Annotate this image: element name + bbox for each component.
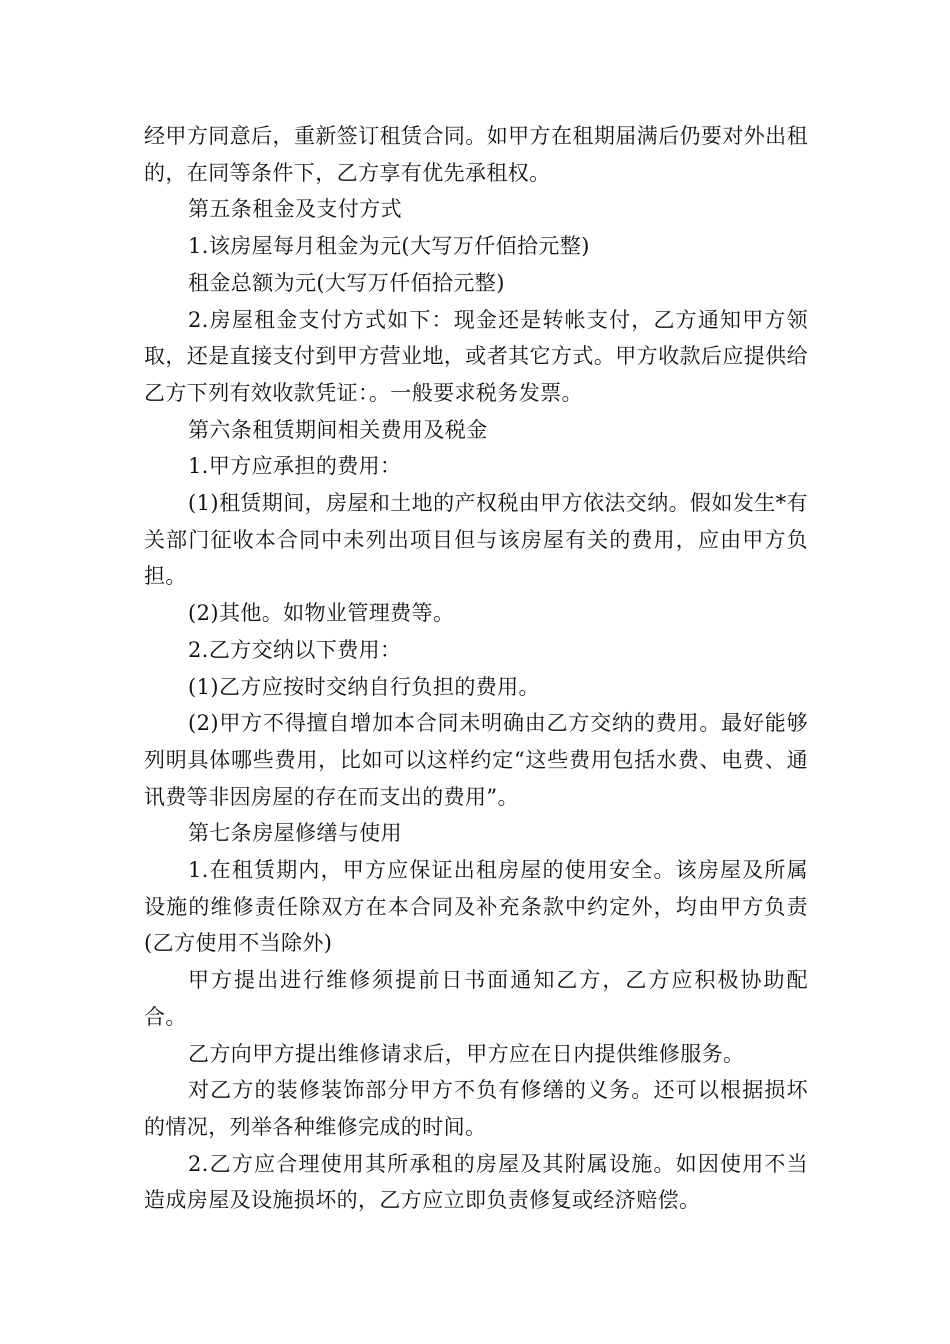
paragraph-party-b-costs: 2.乙方交纳以下费用： — [188, 637, 402, 662]
paragraph-other-costs: (2)其他。如物业管理费等。 — [188, 601, 455, 626]
paragraph-repair-notice: 甲方提出进行维修须提前日书面通知乙方，乙方应积极协助配合。 — [144, 968, 808, 1029]
paragraph-decoration-repair: 对乙方的装修装饰部分甲方不负有修缮的义务。还可以根据损坏的情况，列举各种维修完成的时间。 — [144, 1078, 808, 1139]
section-heading-article-5: 第五条租金及支付方式 — [188, 197, 402, 222]
paragraph-repair-request: 乙方向甲方提出维修请求后，甲方应在日内提供维修服务。 — [188, 1041, 745, 1066]
paragraph-party-a-costs: 1.甲方应承担的费用： — [188, 454, 402, 479]
document-body — [144, 118, 808, 1219]
paragraph-no-extra-fees: (2)甲方不得擅自增加本合同未明确由乙方交纳的费用。最好能够列明具体哪些费用，比如可以这样约定“这些费用包括水费、电费、通讯费等非因房屋的存在而支出的费用”。 — [144, 711, 808, 809]
paragraph-timely-payment: (1)乙方应按时交纳自行负担的费用。 — [188, 674, 540, 699]
paragraph-payment-method: 2.房屋租金支付方式如下：现金还是转帐支付，乙方通知甲方领取，还是直接支付到甲方营业地，或者其它方式。甲方收款后应提供给乙方下列有效收款凭证：。一般要求税务发票。 — [144, 307, 808, 405]
paragraph-property-tax: (1)租赁期间，房屋和土地的产权税由甲方依法交纳。假如发生*有关部门征收本合同中未列出项目但与该房屋有关的费用，应由甲方负担。 — [144, 491, 808, 589]
paragraph-continuation: 经甲方同意后，重新签订租赁合同。如甲方在租期届满后仍要对外出租的，在同等条件下，乙方享有优先承租权。 — [144, 124, 808, 185]
paragraph-monthly-rent: 1.该房屋每月租金为元(大写万仟佰拾元整) — [188, 234, 590, 259]
paragraph-total-rent: 租金总额为元(大写万仟佰拾元整) — [188, 270, 505, 295]
section-heading-article-6: 第六条租赁期间相关费用及税金 — [188, 417, 488, 442]
paragraph-proper-use: 2.乙方应合理使用其所承租的房屋及其附属设施。如因使用不当造成房屋及设施损坏的，乙方应立即负责修复或经济赔偿。 — [144, 1151, 808, 1213]
section-heading-article-7: 第七条房屋修缮与使用 — [188, 821, 402, 846]
paragraph-repair-responsibility: 1.在租赁期内，甲方应保证出租房屋的使用安全。该房屋及所属设施的维修责任除双方在本合同及补充条款中约定外，均由甲方负责(乙方使用不当除外) — [144, 858, 808, 956]
